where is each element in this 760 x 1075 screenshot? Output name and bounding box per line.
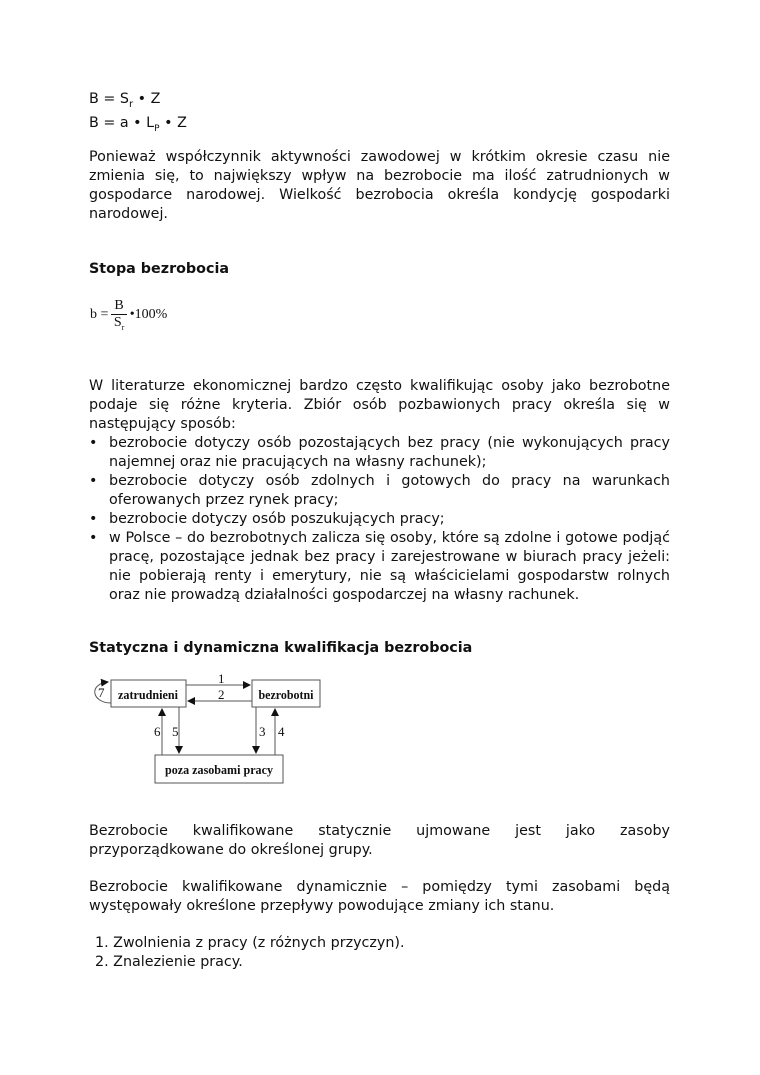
- flow-label: 3: [259, 724, 266, 739]
- heading-unemployment-rate: Stopa bezrobocia: [89, 261, 230, 277]
- paragraph-2: W literaturze ekonomicznej bardzo często kwalifikując osoby jako bezrobotne podaje się różne kryteria. Zbiór osób pozbawionych pracy określa się w następujący sposób:: [89, 378, 670, 432]
- formula-rhs: •100%: [129, 306, 168, 322]
- box-employed-label: zatrudnieni: [118, 687, 179, 702]
- flow-label: 1: [218, 671, 225, 686]
- list-item: • bezrobocie dotyczy osób poszukujących pracy;: [89, 510, 670, 529]
- list-item: • w Polsce – do bezrobotnych zalicza się osoby, które są zdolne i gotowe podjąć pracę, pozostające jednak bez pracy i zarejestrowane w biurach pracy jeżeli: nie pobierają renty i emerytury, nie są właścicielami gospodarstw rolnych oraz nie prowadzą działalności gospodarczej na własny rachunek.: [89, 529, 670, 605]
- flow-label: 5: [172, 724, 179, 739]
- flow-label: 6: [154, 724, 161, 739]
- box-outside-label: poza zasobami pracy: [165, 762, 274, 777]
- list-item: 1. Zwolnienia z pracy (z różnych przyczyn).: [95, 935, 405, 951]
- formula-lhs: b =: [90, 306, 109, 322]
- list-item: 2. Znalezienie pracy.: [95, 954, 243, 970]
- paragraph-1: Ponieważ współczynnik aktywności zawodowej w krótkim okresie czasu nie zmienia się, to największy wpływ na bezrobocie ma ilość zatrudnionych w gospodarce narodowej. Wielkość bezrobocia określa kondycję gospodarki narodowej.: [89, 149, 670, 222]
- flow-label: 4: [278, 724, 285, 739]
- numbered-list: [95, 934, 676, 972]
- formula-numerator: B: [111, 298, 126, 315]
- formula-denominator: $S_r$: [113, 315, 125, 332]
- paragraph-4: Bezrobocie kwalifikowane dynamicznie – pomiędzy tymi zasobami będą występowały określone przepływy powodujące zmiany ich stanu.: [89, 879, 670, 914]
- flow-label: 2: [218, 687, 225, 702]
- flow-label: 7: [98, 685, 105, 700]
- formula-1: $B = S_r$ • Z: [89, 91, 161, 110]
- list-item: • bezrobocie dotyczy osób pozostających bez pracy (nie wykonujących pracy najemnej oraz nie pracujących na własny rachunek);: [89, 434, 670, 472]
- formula-2: B = a • $L_P$ • Z: [89, 114, 187, 134]
- heading-classification: Statyczna i dynamiczna kwalifikacja bezrobocia: [89, 640, 473, 656]
- box-unemployed-label: bezrobotni: [258, 687, 314, 702]
- paragraph-3: Bezrobocie kwalifikowane statycznie ujmowane jest jako zasoby przyporządkowane do określonej grupy.: [89, 823, 670, 858]
- list-item: • bezrobocie dotyczy osób zdolnych i gotowych do pracy na warunkach oferowanych przez rynek pracy;: [89, 472, 670, 510]
